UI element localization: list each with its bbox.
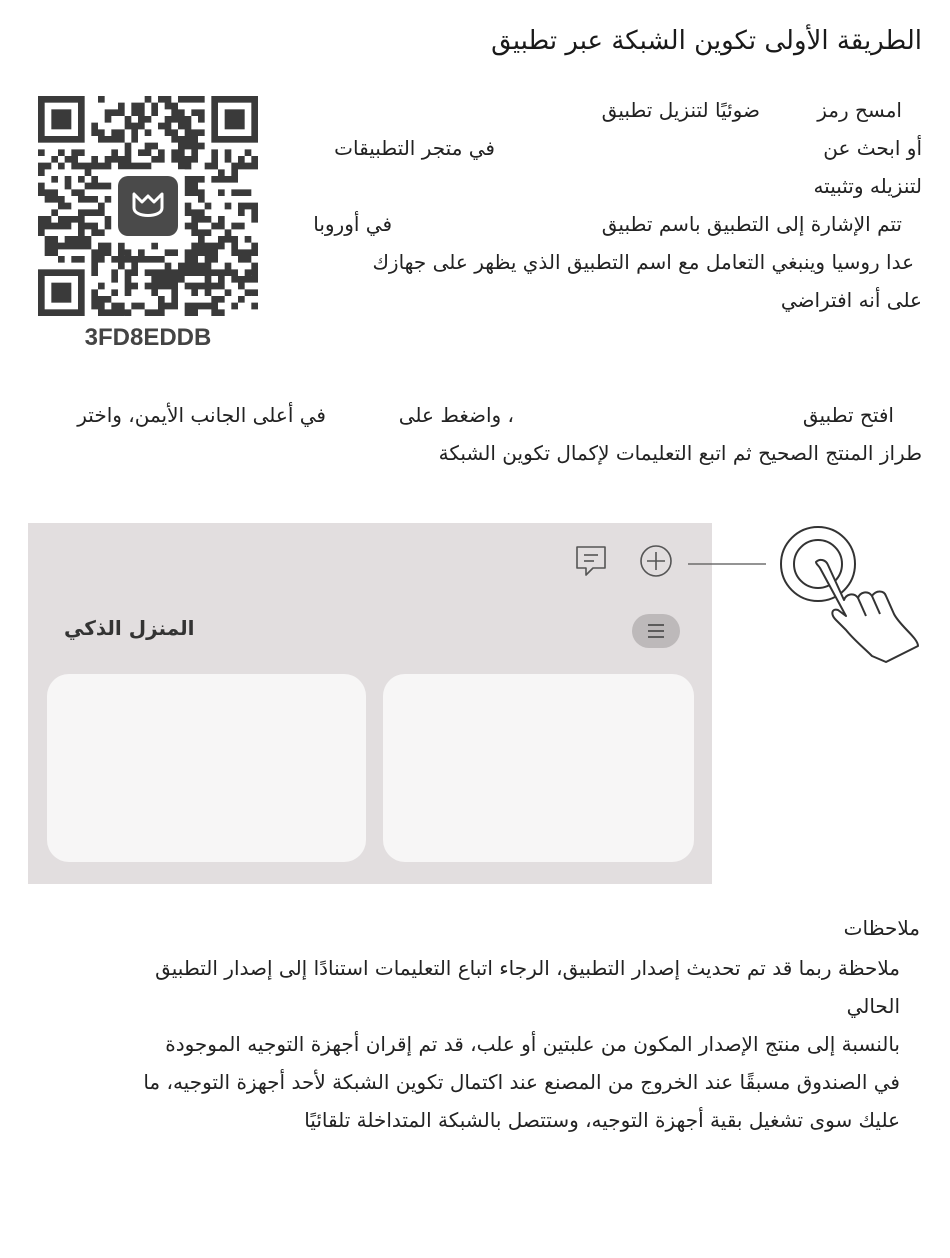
intro-line-6: على أنه افتراضي (780, 288, 922, 312)
intro-line-2b: في متجر التطبيقات (334, 136, 495, 160)
qr-code-label: 3FD8EDDB (84, 324, 212, 351)
plus-circle-icon[interactable] (638, 543, 674, 579)
open-app-part3: في أعلى الجانب الأيمن، واختر (77, 403, 326, 427)
notes-line-5: عليك سوى تشغيل بقية أجهزة التوجيه، وستتصل بالشبكة المتداخلة تلقائيًا (304, 1108, 900, 1132)
intro-line-1a: امسح رمز (817, 98, 902, 122)
device-card-right[interactable] (383, 674, 694, 862)
qr-code (38, 96, 258, 316)
intro-line-2a: أو ابحث عن (823, 136, 922, 160)
open-app-part2: ، واضغط على (398, 403, 514, 427)
notes-line-3: بالنسبة إلى منتج الإصدار المكون من علبتين أو علب، قد تم إقران أجهزة التوجيه الموجودة (165, 1032, 900, 1056)
open-app-part1: افتح تطبيق (802, 403, 894, 427)
intro-line-1b: ضوئيًا لتنزيل تطبيق (601, 98, 760, 122)
tap-hand-icon (686, 518, 936, 668)
open-app-line2: طراز المنتج الصحيح ثم اتبع التعليمات لإكمال تكوين الشبكة (438, 441, 922, 465)
notes-line-1: ملاحظة ربما قد تم تحديث إصدار التطبيق، الرجاء اتباع التعليمات استنادًا إلى إصدار التطبيق (155, 956, 900, 980)
device-card-left[interactable] (47, 674, 366, 862)
intro-line-3: لتنزيله وتثبيته (813, 174, 922, 198)
notes-line-4: في الصندوق مسبقًا عند الخروج من المصنع عند اكتمال تكوين الشبكة لأحد أجهزة التوجيه، ما (143, 1070, 900, 1094)
menu-button[interactable] (632, 614, 680, 648)
message-icon (573, 543, 609, 579)
notes-line-2: الحالي (846, 994, 900, 1018)
page-title: الطريقة الأولى تكوين الشبكة عبر تطبيق (491, 26, 922, 56)
notes-heading: ملاحظات (843, 916, 920, 940)
intro-line-5: عدا روسيا وينبغي التعامل مع اسم التطبيق الذي يظهر على جهازك (372, 250, 914, 274)
app-screen-illustration (28, 523, 712, 884)
menu-icon (632, 614, 680, 648)
intro-line-4a: تتم الإشارة إلى التطبيق باسم تطبيق (601, 212, 902, 236)
intro-line-4b: في أوروبا (313, 212, 392, 236)
home-title: المنزل الذكي (64, 616, 195, 640)
mi-home-logo-icon (118, 176, 178, 236)
